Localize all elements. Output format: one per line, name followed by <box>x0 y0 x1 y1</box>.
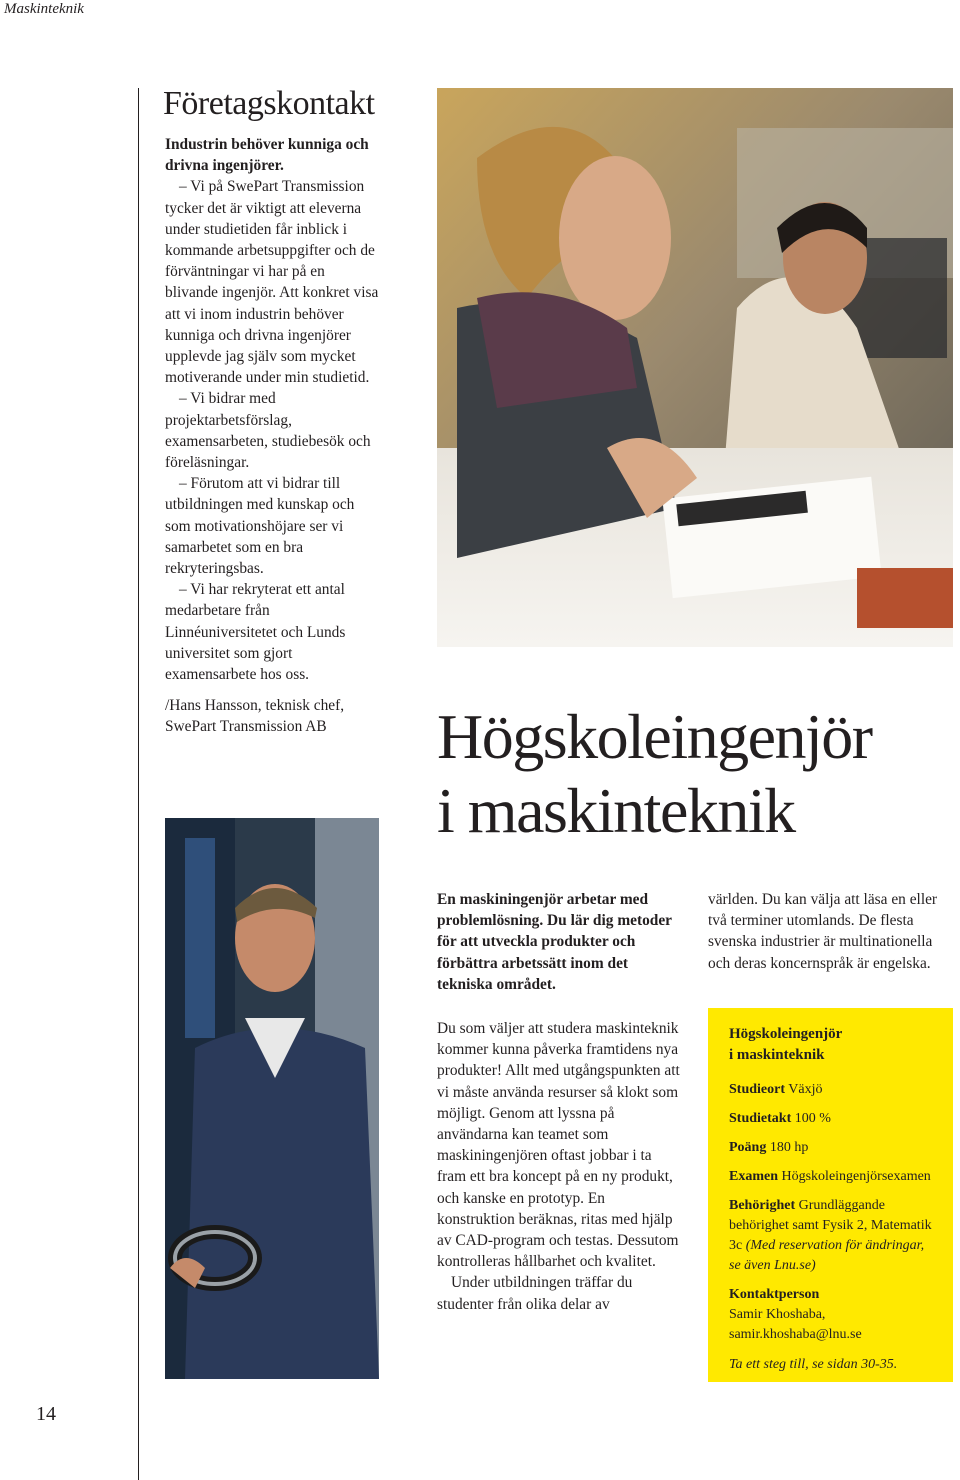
quote-paragraph: – Förutom att vi bidrar till utbildningen med kunskap och som motivationshöjare ser vi samarbetet som en bra rekryteringsbas. <box>165 475 355 578</box>
page-reference: Ta ett steg till, se sidan 30-35. <box>729 1357 898 1372</box>
fact-label: Studietakt <box>729 1111 792 1126</box>
fact-behorighet <box>729 1196 937 1276</box>
section-title: Företagskontakt <box>163 85 375 122</box>
running-head: Maskinteknik <box>4 1 84 17</box>
fact-value: Växjö <box>788 1082 823 1097</box>
fact-studieort <box>729 1080 937 1100</box>
body-paragraph: Du som väljer att studera maskinteknik kommer kunna påverka framtidens nya produkter! Allt med utgångspunkten att vi måste använda resurser så klokt som möjligt. Genom att lyssna på användarna kan teamet som maskiningenjören oftast jobbar i ta fram ett bra koncept på en ny produkt, och kanske en prototyp. En konstruktion beräknas, ritas med hjälp av CAD-program och testas. Dessutom kontrolleras hållbarhet och kvalitet. <box>437 1020 680 1271</box>
quote-paragraph: – Vi bidrar med projektarbetsförslag, examensarbeten, studiebesök och föreläsningar. <box>165 390 371 472</box>
quote-paragraph: – Vi har rekryterat ett antal medarbetare från Linnéuniversitetet och Lunds universitet som gjort examensarbete hos oss. <box>165 581 346 684</box>
fact-label: Behörighet <box>729 1198 796 1213</box>
main-title <box>437 700 872 848</box>
company-quote <box>165 134 381 738</box>
engineer-photo <box>165 818 379 1379</box>
fact-label: Studieort <box>729 1082 785 1097</box>
signature-line: /Hans Hansson, teknisk chef, <box>165 697 345 715</box>
fact-label: Poäng <box>729 1140 767 1155</box>
intro-text: En maskiningenjör arbetar med problemlösning. Du lär dig metoder för att utveckla produkter och förbättra arbetssätt inom det tekniska området. <box>437 891 672 993</box>
fact-label: Kontaktperson <box>729 1287 820 1302</box>
quote-lead: Industrin behöver kunniga och drivna ingenjörer. <box>165 136 369 175</box>
fact-value: Grundläggande behörighet samt Fysik 2, Matematik 3c <box>729 1198 932 1253</box>
fact-kontakt <box>729 1285 937 1345</box>
body-text <box>437 1018 682 1315</box>
students-photo <box>437 88 953 647</box>
main-title-line: i maskinteknik <box>437 775 795 846</box>
program-factbox <box>708 1008 953 1382</box>
factbox-title <box>729 1024 937 1066</box>
contact-name: Samir Khoshaba, <box>729 1307 826 1322</box>
contact-email[interactable]: samir.khoshaba@lnu.se <box>729 1327 862 1342</box>
fact-poang <box>729 1138 937 1158</box>
fact-note: (Med reservation för ändringar, se även Lnu.se) <box>729 1238 925 1273</box>
signature-line: SwePart Transmission AB <box>165 718 327 736</box>
page-number: 14 <box>36 1403 56 1425</box>
fact-studietakt <box>729 1109 937 1129</box>
factbox-title-line: Högskoleingenjör <box>729 1026 843 1042</box>
fact-examen <box>729 1167 937 1187</box>
margin-rule <box>138 88 139 1480</box>
fact-label: Examen <box>729 1169 778 1184</box>
fact-value: 180 hp <box>769 1140 809 1155</box>
body-paragraph: Under utbildningen träffar du studenter från olika delar av <box>437 1274 633 1313</box>
signature <box>165 695 381 737</box>
quote-paragraph: – Vi på SwePart Transmission tycker det är viktigt att eleverna under studietiden får inblick i kommande arbetsuppgifter och de förväntningar vi har på en blivande ingenjör. Att konkret visa att vi inom industrin behöver kunniga och drivna ingenjörer upplevde jag själv som mycket motiverande under min studietid. <box>165 178 379 387</box>
factbox-title-line: i maskinteknik <box>729 1047 825 1063</box>
fact-value: 100 % <box>794 1111 831 1126</box>
intro-continuation: världen. Du kan välja att läsa en eller två terminer utomlands. De flesta svenska industrier är multinationella och deras koncernspråk är engelska. <box>708 891 938 972</box>
main-title-line: Högskoleingenjör <box>437 701 872 772</box>
fact-value: Högskoleingenjörsexamen <box>781 1169 931 1184</box>
